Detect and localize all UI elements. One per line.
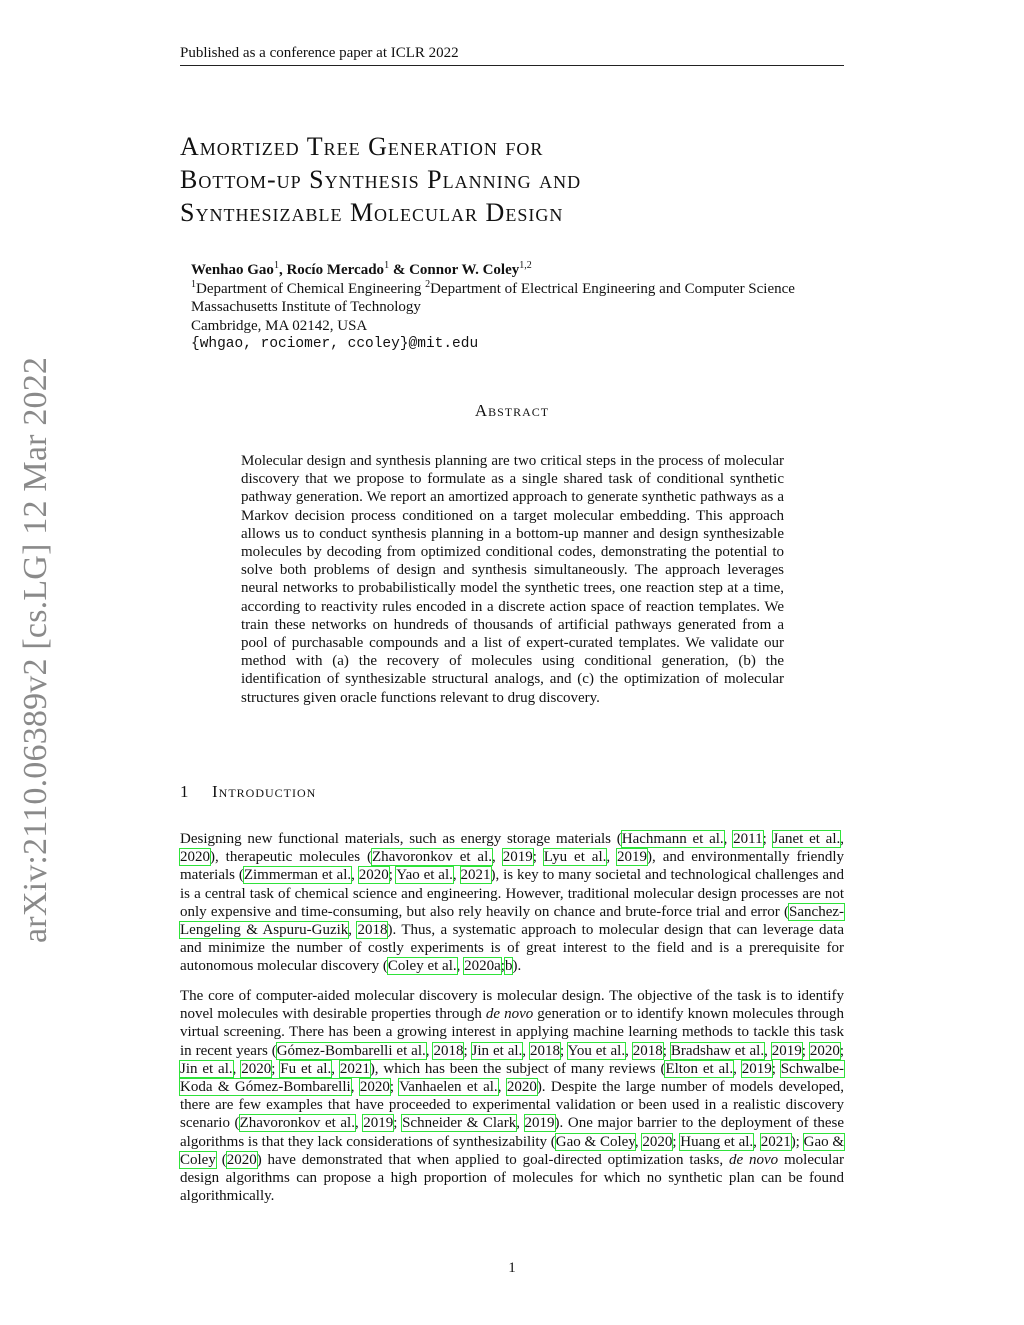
section-number: 1 [180, 782, 190, 801]
paper-title [180, 130, 844, 229]
title-line: Synthesizable Molecular Design [180, 198, 564, 227]
citation-link[interactable]: Zhavoronkov et al. [371, 849, 493, 866]
title-line: Amortized Tree Generation for [180, 132, 544, 161]
citation-link[interactable]: Sanchez-Lengeling & Aspuru-Guzik [180, 903, 844, 939]
citation-link[interactable]: 2019 [741, 1060, 772, 1077]
citation-link[interactable]: Schneider & Clark [402, 1115, 517, 1132]
citation-link[interactable]: 2019 [617, 849, 648, 866]
citation-link[interactable]: 2018 [433, 1042, 464, 1059]
citation-link[interactable]: b [504, 958, 513, 975]
citation-link[interactable]: Coley et al. [387, 958, 457, 975]
abstract-text: Molecular design and synthesis planning are two critical steps in the process of molecular discovery that we propose to formulate as a single shared task of conditional synthetic pathway generation. We report an amortized approach to generate synthetic pathways as a Markov decision process conditioned on a target molecular embedding. This approach allows us to conduct synthesis planning in a bottom-up manner and design synthesizable molecules by decoding from optimized conditional codes, demonstrating the potential to solve both problems of design and synthesis simultaneously. The approach leverages neural networks to probabilistically model the synthetic trees, one reaction step at a time, according to reactivity rules encoded in a discrete action space of reaction templates. We train these networks on hundreds of thousands of artificial pathways generated from a pool of purchasable compounds and a list of expert-curated templates. We validate our method with (a) the recovery of molecules using conditional generation, (b) the identification of synthesizable structural analogs, and (c) the optimization of molecular structures given oracle functions relevant to drug discovery. [241, 453, 784, 706]
citation-link[interactable]: Lyu et al. [543, 849, 607, 866]
citation-link[interactable]: Zhavoronkov et al. [239, 1115, 355, 1132]
section-heading-introduction [180, 781, 844, 803]
citation-link[interactable]: Yao et al. [396, 867, 453, 884]
citation-link[interactable]: Zimmerman et al. [243, 867, 352, 884]
citation-link[interactable]: 2018 [529, 1042, 560, 1059]
intro-paragraph-2: The core of computer-aided molecular discovery is molecular design. The objective of the task is to identify novel molecules with desirable properties through de novo generation or to identify known molecules through virtual screening. There has been a growing interest in applying machine learning methods to tackle this task in recent years (Gómez-Bombarelli et al., 2018; Jin et al., 2018; You et al., 2018; Bradshaw et al., 2019; 2020; Jin et al., 2020; Fu et al., 2021), which has been the subject of many reviews (Elton et al., 2019; Schwalbe-Koda & Gómez-Bombarelli, 2020; Vanhaelen et al., 2020). Despite the large number of models developed, there are few examples that have proceeded to experimental validation or been used in a realistic discovery scenario (Zhavoronkov et al., 2019; Schneider & Clark, 2019). One major barrier to the deployment of these algorithms is that they lack considerations of synthesizability (Gao & Coley, 2020; Huang et al., 2021); Gao & Coley (2020) have demonstrated that when applied to goal-directed optimization tasks, de novo molecular design algorithms can propose a high proportion of molecules for which no synthetic plan can be found algorithmically. [180, 988, 845, 1205]
citation-link[interactable]: 2019 [363, 1115, 394, 1132]
header-rule [180, 65, 844, 66]
citation-link[interactable]: Elton et al. [665, 1060, 734, 1077]
intro-paragraph-1: Designing new functional materials, such as energy storage materials (Hachmann et al., 2011; Janet et al., 2020), therapeutic molecules (Zhavoronkov et al., 2019; Lyu et al., 2019), and environmentally friendly materials (Zimmerman et al., 2020; Yao et al., 2021), is key to many societal and technological challenges and is a central task of chemical science and engineering. However, traditional molecular design processes are not only expensive and time-consuming, but also rely heavily on chance and brute-force trial and error (Sanchez-Lengeling & Aspuru-Guzik, 2018). Thus, a systematic approach to molecular design that can leverage data and minimize the number of costly experiments is of great interest to the field and is a prerequisite for autonomous molecular discovery (Coley et al., 2020a;b). [180, 831, 845, 975]
citation-link[interactable]: 2020 [809, 1042, 840, 1059]
affiliation-marker: 1,2 [519, 260, 532, 271]
citation-link[interactable]: 2020 [180, 849, 210, 866]
citation-link[interactable]: Hachmann et al. [621, 831, 724, 847]
author-block [191, 261, 891, 354]
title-line: Bottom-up Synthesis Planning and [180, 165, 582, 194]
affiliation-marker: 1 [384, 260, 390, 271]
citation-link[interactable]: 2018 [357, 922, 388, 939]
page-number: 1 [508, 1260, 516, 1276]
citation-link[interactable]: Gómez-Bombarelli et al. [276, 1042, 426, 1059]
citation-link[interactable]: 2020 [359, 1079, 390, 1096]
citation-link[interactable]: 2019 [524, 1115, 555, 1132]
citation-link[interactable]: Gao & Coley [555, 1133, 635, 1150]
section-title: Introduction [212, 782, 317, 801]
citation-link[interactable]: 2019 [771, 1042, 802, 1059]
citation-link[interactable]: Schwalbe-Koda & Gómez-Bombarelli [180, 1060, 845, 1096]
running-header: Published as a conference paper at ICLR 2022 [180, 45, 459, 61]
citation-link[interactable]: 2021 [460, 867, 491, 884]
author-name: Wenhao Gao [191, 262, 274, 278]
affiliation-marker: 1 [273, 260, 279, 271]
arxiv-identifier: arXiv:2110.06389v2 [cs.LG] 12 Mar 2022 [17, 356, 54, 943]
author-name: Rocío Mercado [286, 262, 385, 278]
citation-link[interactable]: 2020 [358, 867, 389, 884]
citation-link[interactable]: 2020 [642, 1133, 673, 1150]
citation-link[interactable]: Gao & Coley [180, 1133, 845, 1168]
citation-link[interactable]: Bradshaw et al. [670, 1042, 765, 1059]
citation-link[interactable]: You et al. [567, 1042, 626, 1059]
citation-link[interactable]: Fu et al. [280, 1060, 332, 1077]
author-name: Connor W. Coley [409, 262, 520, 278]
citation-link[interactable]: 2018 [632, 1042, 663, 1059]
citation-link[interactable]: 2021 [339, 1060, 370, 1077]
citation-link[interactable]: 2020 [241, 1060, 272, 1077]
citation-link[interactable]: Janet et al. [772, 831, 841, 847]
institution: Massachusetts Institute of Technology [191, 299, 421, 315]
citation-link[interactable]: Jin et al. [180, 1060, 233, 1077]
author-emails: {whgao, rociomer, ccoley}@mit.edu [191, 336, 479, 352]
abstract-heading: Abstract [474, 401, 550, 420]
author-names: Wenhao Gao$^1$, Rocío Mercado$^1$ & Connor W. Coley$^{1,2}$ [191, 260, 532, 278]
citation-link[interactable]: 2020a [464, 958, 501, 975]
citation-link[interactable]: Vanhaelen et al. [399, 1079, 498, 1096]
citation-link[interactable]: 2020 [226, 1151, 257, 1168]
address: Cambridge, MA 02142, USA [191, 317, 368, 334]
citation-link[interactable]: 2021 [760, 1133, 791, 1150]
citation-link[interactable]: 2011 [733, 831, 763, 847]
citation-link[interactable]: Jin et al. [471, 1042, 523, 1059]
citation-link[interactable]: Huang et al. [680, 1133, 754, 1150]
citation-link[interactable]: 2019 [502, 849, 533, 866]
citation-link[interactable]: 2020 [506, 1079, 537, 1096]
affiliations: $^1$Department of Chemical Engineering $^2$Department of Electrical Engineering and Computer Science [191, 278, 795, 297]
